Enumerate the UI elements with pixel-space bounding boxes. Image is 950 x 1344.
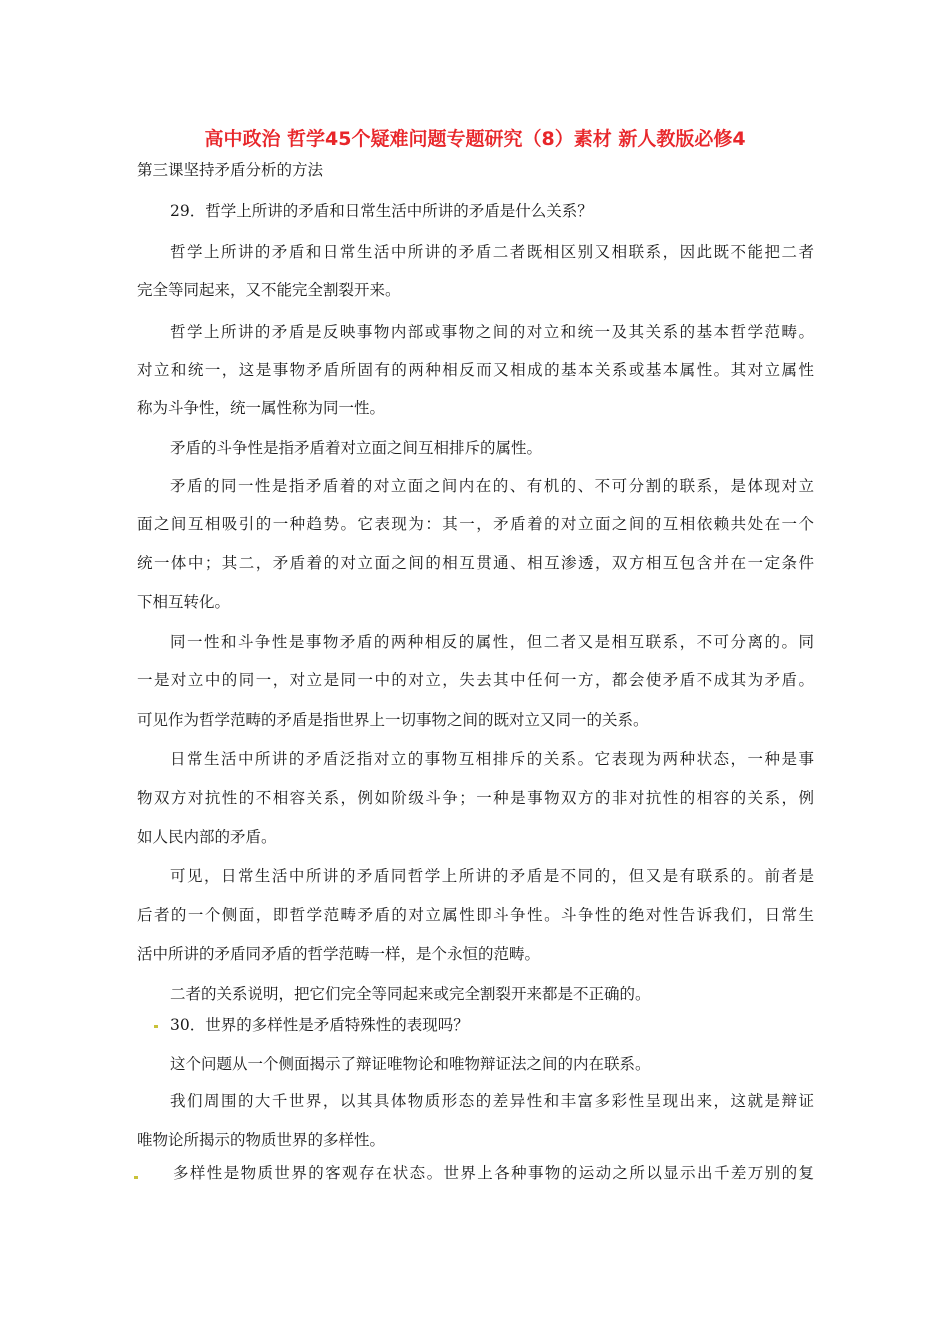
question-30: 30．世界的多样性是矛盾特殊性的表现吗？: [170, 1016, 469, 1034]
question-29: 29．哲学上所讲的矛盾和日常生活中所讲的矛盾是什么关系？: [170, 202, 593, 220]
paragraph-line: 多样性是物质世界的客观存在状态。世界上各种事物的运动之所以显示出千差万别的复: [173, 1164, 814, 1182]
paragraph-line: 可见作为哲学范畴的矛盾是指世界上一切事物之间的既对立又同一的关系。: [137, 711, 649, 729]
paragraph-line: 下相互转化。: [137, 593, 231, 611]
paragraph-line: 日常生活中所讲的矛盾泛指对立的事物互相排斥的关系。它表现为两种状态，一种是事: [170, 750, 814, 768]
paragraph-line: 唯物论所揭示的物质世界的多样性。: [137, 1131, 386, 1149]
paragraph-line: 我们周围的大千世界，以其具体物质形态的差异性和丰富多彩性呈现出来，这就是辩证: [170, 1092, 814, 1110]
paragraph-line: 矛盾的同一性是指矛盾着的对立面之间内在的、有机的、不可分割的联系，是体现对立: [170, 477, 814, 495]
paragraph-line: 后者的一个侧面，即哲学范畴矛盾的对立属性即斗争性。斗争性的绝对性告诉我们，日常生: [137, 906, 814, 924]
paragraph-line: 可见，日常生活中所讲的矛盾同哲学上所讲的矛盾是不同的，但又是有联系的。前者是: [170, 867, 814, 885]
paragraph-line: 同一性和斗争性是事物矛盾的两种相反的属性，但二者又是相互联系，不可分离的。同: [170, 633, 814, 651]
section-heading: 第三课坚持矛盾分析的方法: [137, 161, 324, 179]
paragraph-line: 哲学上所讲的矛盾和日常生活中所讲的矛盾二者既相区别又相联系，因此既不能把二者: [170, 243, 814, 261]
paragraph-line: 面之间互相吸引的一种趋势。它表现为：其一，矛盾着的对立面之间的互相依赖共处在一个: [137, 515, 814, 533]
paragraph-line: 称为斗争性，统一属性称为同一性。: [137, 399, 386, 417]
paragraph-line: 完全等同起来，又不能完全割裂开来。: [137, 281, 401, 299]
paragraph-line: 统一体中；其二，矛盾着的对立面之间的相互贯通、相互渗透，双方相互包含并在一定条件: [137, 554, 814, 572]
paragraph-line: 一是对立中的同一，对立是同一中的对立，失去其中任何一方，都会使矛盾不成其为矛盾。: [137, 671, 814, 689]
scan-mark: [154, 1025, 158, 1028]
paragraph-line: 二者的关系说明，把它们完全等同起来或完全割裂开来都是不正确的。: [170, 985, 651, 1003]
scan-mark: [134, 1176, 138, 1179]
paragraph-line: 哲学上所讲的矛盾是反映事物内部或事物之间的对立和统一及其关系的基本哲学范畴。: [170, 323, 814, 341]
paragraph-line: 如人民内部的矛盾。: [137, 828, 277, 846]
paragraph-line: 物双方对抗性的不相容关系，例如阶级斗争；一种是事物双方的非对抗性的相容的关系，例: [137, 789, 814, 807]
paragraph-line: 矛盾的斗争性是指矛盾着对立面之间互相排斥的属性。: [170, 439, 543, 457]
paragraph-line: 对立和统一，这是事物矛盾所固有的两种相反而又相成的基本关系或基本属性。其对立属性: [137, 361, 814, 379]
paragraph-line: 这个问题从一个侧面揭示了辩证唯物论和唯物辩证法之间的内在联系。: [170, 1055, 651, 1073]
paragraph-line: 活中所讲的矛盾同矛盾的哲学范畴一样，是个永恒的范畴。: [137, 945, 541, 963]
document-title: 高中政治 哲学45个疑难问题专题研究（8）素材 新人教版必修4: [204, 128, 746, 150]
